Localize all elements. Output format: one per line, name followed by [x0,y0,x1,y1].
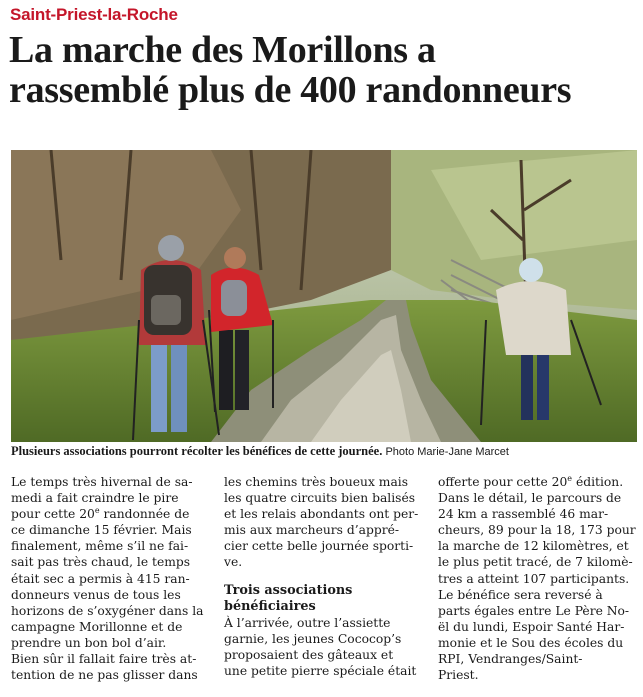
text-line: Le temps très hivernal de sa- [11,475,193,489]
headline-line-2: rassemblé plus de 400 randonneurs [9,69,572,111]
subheading-line: bénéficiaires [224,598,316,614]
text-line: sait pas très chaud, le temps [11,555,191,570]
text-line: Bien sûr il fallait faire très at- [11,652,197,667]
text-line: RPI, Vendranges/Saint- [438,652,583,667]
text-line: prendre un bon bol d’air. [11,635,167,650]
text-line: 24 km a rassemblé 46 mar- [438,507,609,522]
text-line: la marche de 12 kilomètres, et [438,539,629,554]
text-line: medi a fait craindre le pire [11,491,179,506]
text-line: le plus petit tracé, de 7 kilomè- [438,555,633,570]
text-line: pour cette 20e randonnée de [11,506,190,522]
text-line: À l’arrivée, outre l’assiette [224,615,391,630]
text-line: ël du lundi, Espoir Santé Har- [438,619,625,634]
text-line: les quatre circuits bien balisés [224,491,416,506]
text-line: Le bénéfice sera reversé à [438,587,603,602]
text-line: parts égales entre Le Père No- [438,603,630,618]
text-line: campagne Morillonne et de [11,619,183,634]
text-line: proposaient des gâteaux et [224,647,394,662]
text-line: ce dimanche 15 février. Mais [11,523,192,538]
article-photo [11,150,637,442]
article-headline [9,30,639,110]
text-line: mis aux marcheurs d’appré- [224,523,400,538]
text-line: garnie, les jeunes Cococop’s [224,631,402,646]
text-line: donneurs venus de tous les [11,587,181,602]
photo-credit: Photo Marie-Jane Marcet [385,446,509,458]
text-line: monie et le Sou des écoles du [438,635,624,650]
text-line: tention de ne pas glisser dans [11,668,198,683]
text-line: horizons de s’oxygéner dans la [11,603,204,618]
text-line: était sec a permis à 415 ran- [11,571,190,586]
article-column-1 [11,474,216,683]
subheading-line: Trois associations [224,582,353,598]
text-line: offerte pour cette 20e édition. [438,473,624,489]
article-column-2 [224,474,429,679]
text-line: cheurs, 89 pour la 18, 173 pour [438,523,636,538]
text-line: Dans le détail, le parcours de [438,491,622,506]
subheading [224,583,429,615]
text-line: finalement, même s’il ne fai- [11,539,189,554]
text-line: et les relais abondants ont per- [224,507,419,522]
headline-line-1: La marche des Morillons a [9,29,436,71]
text-line: cier cette belle journée sporti- [224,539,414,554]
hikers-on-muddy-path-image [11,150,637,442]
text-line: ve. [224,555,243,570]
caption-text: Plusieurs associations pourront récolter les bénéfices de cette journée. [11,444,383,458]
photo-caption [11,444,641,459]
text-line: les chemins très boueux mais [224,475,409,489]
section-kicker: Saint-Priest-la-Roche [10,5,178,24]
text-line: Priest. [438,668,479,683]
article-column-3 [438,474,643,683]
text-line: tres a atteint 107 participants. [438,571,630,586]
text-line: une petite pierre spéciale était [224,663,417,678]
